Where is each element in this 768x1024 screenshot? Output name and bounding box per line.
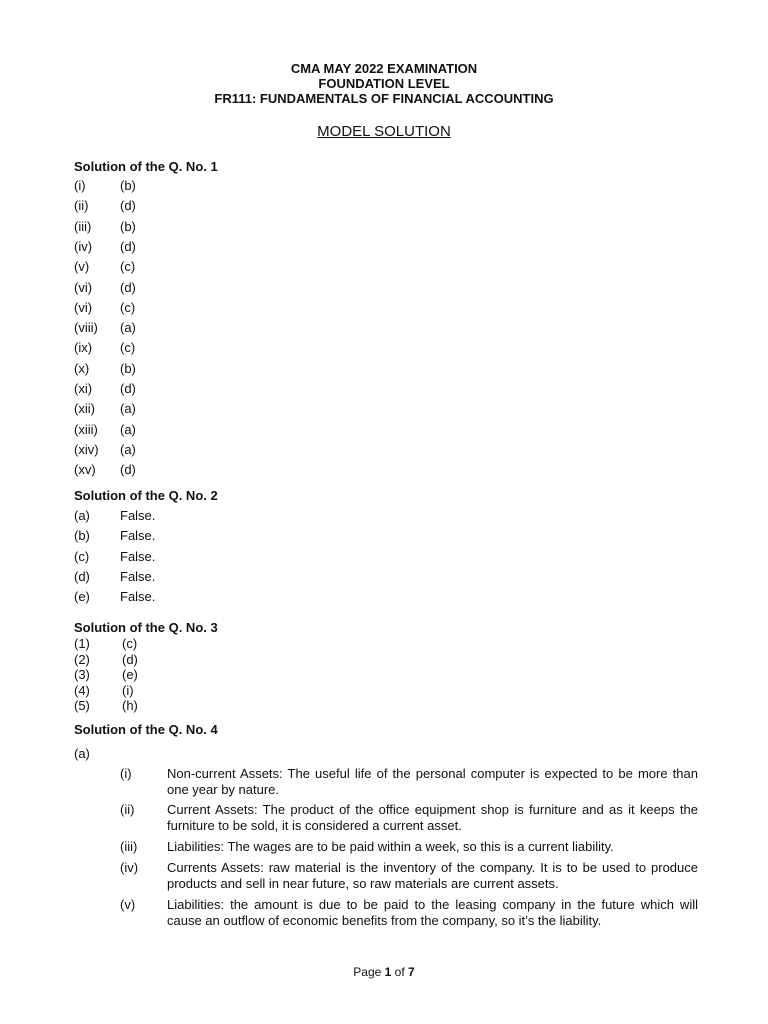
- answer-value: (e): [122, 667, 138, 682]
- item-text: Liabilities: the amount is due to be paid to the leasing company in the future which will cause an outflow of economic benefits from the company, so it’s the liability.: [167, 897, 698, 928]
- question-number: (b): [74, 528, 90, 544]
- question-number: (xi): [74, 381, 93, 396]
- answer-value: (d): [120, 381, 136, 396]
- answer-value: (d): [120, 279, 136, 295]
- question-number: (xiii): [74, 421, 98, 437]
- answer-value: (d): [120, 238, 136, 254]
- answer-value: (i): [122, 682, 134, 698]
- q4-part-label: (a): [74, 746, 90, 761]
- page-footer: [0, 965, 768, 979]
- question-number: (v): [74, 259, 90, 275]
- answer-value: (b): [120, 218, 136, 234]
- item-number: (iv): [120, 860, 139, 875]
- item-text: Non-current Assets: The useful life of the personal computer is expected to be more than one year by nature.: [167, 766, 698, 797]
- item-number: (v): [120, 897, 136, 912]
- item-number: (iii): [120, 839, 138, 854]
- question-number: (c): [74, 548, 90, 564]
- answer-value: (d): [122, 651, 138, 667]
- question-number: (ix): [74, 340, 93, 356]
- answer-value: (c): [122, 636, 138, 651]
- answer-value: (a): [120, 421, 136, 437]
- answer-value: (a): [120, 401, 136, 417]
- exam-subject: FR111: FUNDAMENTALS OF FINANCIAL ACCOUNTING: [214, 91, 554, 106]
- answer-value: (c): [120, 340, 136, 356]
- question-number: (i): [74, 178, 86, 193]
- answer-value: False.: [120, 568, 156, 584]
- question-number: (vi): [74, 279, 93, 295]
- q3-title: Solution of the Q. No. 3: [74, 620, 218, 635]
- question-number: (viii): [74, 320, 98, 336]
- answer-value: (a): [120, 320, 136, 336]
- answer-value: (h): [122, 698, 138, 713]
- q2-title: Solution of the Q. No. 2: [74, 488, 218, 503]
- item-number: (ii): [120, 802, 135, 817]
- exam-title: CMA MAY 2022 EXAMINATION: [290, 61, 478, 76]
- question-number: (vi): [74, 299, 93, 315]
- answer-value: False.: [120, 589, 156, 605]
- answer-value: (d): [120, 198, 136, 214]
- answer-value: (d): [120, 462, 136, 478]
- item-text: Current Assets: The product of the office equipment shop is furniture and as it keeps the furniture to be sold, it is considered a current asset.: [167, 802, 698, 833]
- q4-title: Solution of the Q. No. 4: [74, 722, 218, 737]
- exam-header: [0, 61, 768, 106]
- answer-value: (a): [120, 441, 136, 457]
- page-prefix: Page: [353, 965, 385, 979]
- question-number: (5): [74, 698, 90, 713]
- question-number: (xiv): [74, 441, 99, 457]
- answer-value: (b): [120, 360, 136, 376]
- answer-value: False.: [120, 508, 156, 523]
- exam-level: FOUNDATION LEVEL: [318, 76, 450, 91]
- question-number: (a): [74, 508, 90, 523]
- answer-value: False.: [120, 528, 156, 544]
- answer-value: (c): [120, 259, 136, 275]
- item-text: Liabilities: The wages are to be paid within a week, so this is a current liability.: [167, 839, 614, 854]
- question-number: (x): [74, 360, 90, 376]
- question-number: (3): [74, 667, 90, 682]
- question-number: (xii): [74, 401, 95, 417]
- answer-value: (c): [120, 299, 136, 315]
- question-number: (iv): [74, 238, 93, 254]
- question-number: (xv): [74, 462, 96, 478]
- answer-value: False.: [120, 548, 156, 564]
- question-number: (d): [74, 568, 90, 584]
- answer-value: (b): [120, 178, 136, 193]
- q1-title: Solution of the Q. No. 1: [74, 159, 218, 174]
- page-number: 1: [384, 965, 392, 979]
- question-number: (2): [74, 651, 90, 667]
- question-number: (1): [74, 636, 90, 651]
- model-solution-title: MODEL SOLUTION: [317, 123, 451, 140]
- question-number: (4): [74, 682, 90, 698]
- page-of: of: [391, 965, 409, 979]
- question-number: (iii): [74, 218, 92, 234]
- question-number: (e): [74, 589, 90, 605]
- page-total: 7: [408, 965, 415, 979]
- item-text: Currents Assets: raw material is the inventory of the company. It is to be used to produce products and sell in near future, so raw materials are current assets.: [167, 860, 698, 891]
- item-number: (i): [120, 766, 132, 781]
- question-number: (ii): [74, 198, 89, 214]
